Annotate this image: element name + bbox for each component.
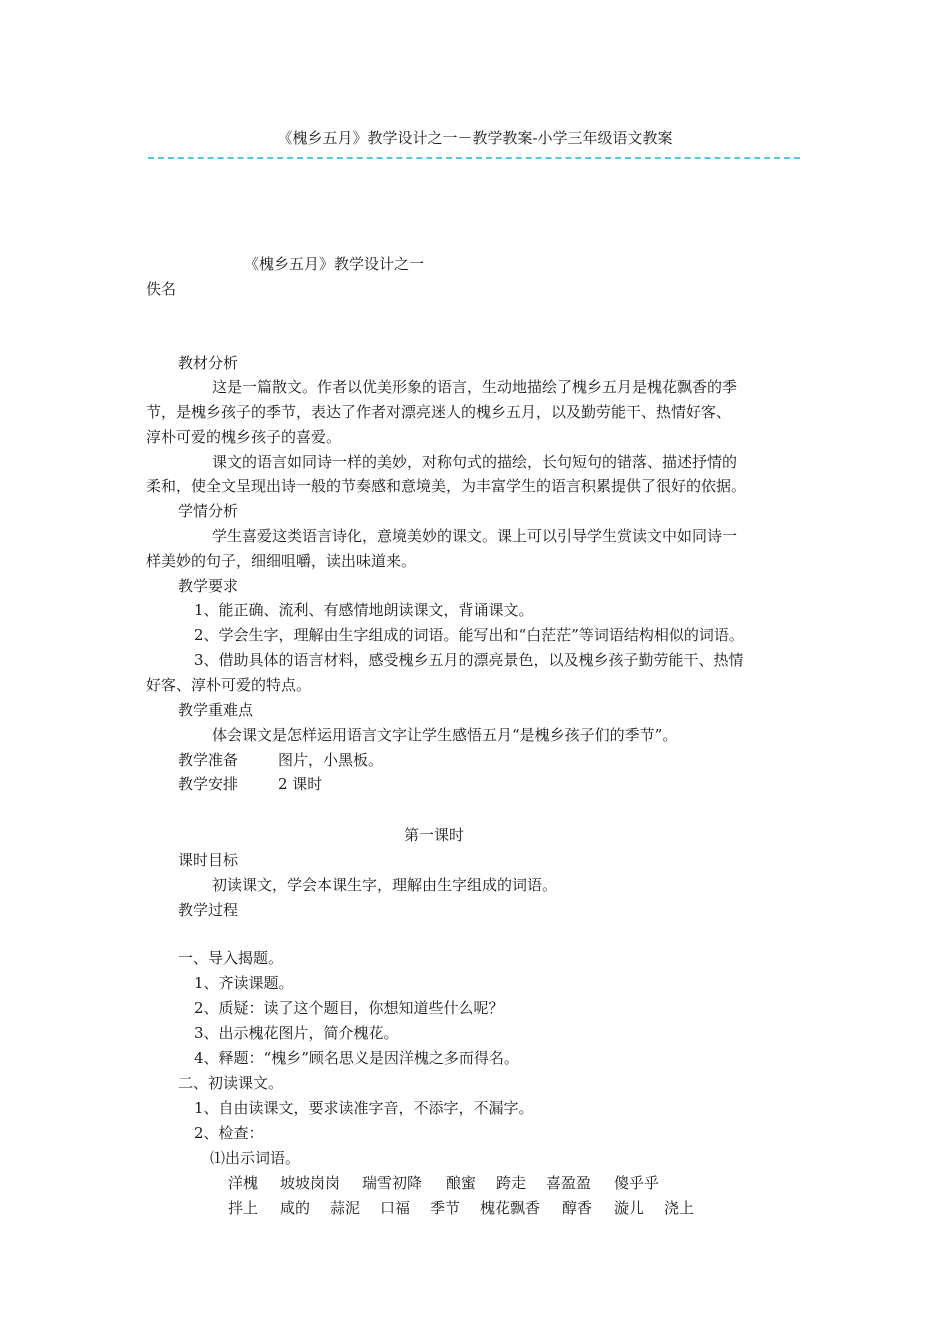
vocab-word: 咸的 — [280, 1199, 311, 1217]
paragraph-line: 淳朴可爱的槐乡孩子的喜爱。 — [146, 428, 342, 446]
paragraph-line: 这是一篇散文。作者以优美形象的语言，生动地描绘了槐乡五月是槐花飘香的季 — [212, 378, 738, 396]
vocab-word: 坡坡岗岗 — [280, 1174, 341, 1192]
arrangement-label: 教学安排 — [178, 775, 239, 793]
step-item: 1、自由读课文，要求读准字音，不添字，不漏字。 — [194, 1099, 534, 1117]
vocab-word: 拌上 — [228, 1199, 259, 1217]
vocab-word: 喜盈盈 — [546, 1174, 592, 1192]
section-heading-students: 学情分析 — [178, 502, 239, 520]
paragraph-line: 学生喜爱这类语言诗化，意境美妙的课文。课上可以引导学生赏读文中如同诗一 — [212, 527, 738, 545]
step-heading: 一、导入揭题。 — [178, 949, 284, 967]
paragraph-line: 柔和，使全文呈现出诗一般的节奏感和意境美，为丰富学生的语言积累提供了很好的依据。 — [146, 477, 747, 495]
step-heading: 二、初读课文。 — [178, 1074, 284, 1092]
section-heading-goals: 课时目标 — [178, 851, 239, 869]
vocab-word: 跨走 — [496, 1174, 527, 1192]
section-heading-keypoints: 教学重难点 — [178, 701, 254, 719]
paragraph-line: 初读课文，学会本课生字，理解由生字组成的词语。 — [212, 876, 558, 894]
requirement-item-cont: 好客、淳朴可爱的特点。 — [146, 676, 312, 694]
section-heading-material: 教材分析 — [178, 354, 239, 372]
step-item: 4、释题：“槐乡”顾名思义是因洋槐之多而得名。 — [194, 1049, 519, 1067]
header-rule — [148, 157, 800, 159]
arrangement-value: 2 课时 — [278, 775, 323, 793]
vocab-word: 蒜泥 — [330, 1199, 361, 1217]
lesson-title: 第一课时 — [404, 826, 465, 844]
vocab-word: 醇香 — [562, 1199, 593, 1217]
section-heading-process: 教学过程 — [178, 901, 239, 919]
vocab-word: 傻乎乎 — [614, 1174, 660, 1192]
requirement-item: 1、能正确、流利、有感情地朗读课文，背诵课文。 — [194, 601, 534, 619]
step-item: 2、检查： — [194, 1124, 264, 1142]
doc-title: 《槐乡五月》教学设计之一 — [244, 255, 425, 273]
vocab-word: 口福 — [380, 1199, 411, 1217]
author: 佚名 — [146, 280, 177, 298]
vocab-word: 槐花飘香 — [480, 1199, 541, 1217]
step-item: 1、齐读课题。 — [194, 974, 294, 992]
vocab-word: 酿蜜 — [446, 1174, 477, 1192]
paragraph-line: 节，是槐乡孩子的季节，表达了作者对漂亮迷人的槐乡五月，以及勤劳能干、热情好客、 — [146, 403, 732, 421]
header-title: 《槐乡五月》教学设计之一－教学教案-小学三年级语文教案 — [277, 129, 673, 147]
prep-label: 教学准备 — [178, 751, 239, 769]
paragraph-line: 课文的语言如同诗一样的美妙，对称句式的描绘，长句短句的错落、描述抒情的 — [212, 453, 738, 471]
vocab-word: 洋槐 — [228, 1174, 259, 1192]
step-item: 2、质疑：读了这个题目，你想知道些什么呢？ — [194, 999, 504, 1017]
requirement-item: 2、学会生字，理解由生字组成的词语。能写出和“白茫茫”等词语结构相似的词语。 — [194, 626, 744, 644]
vocab-word: 季节 — [430, 1199, 461, 1217]
prep-value: 图片，小黑板。 — [278, 751, 384, 769]
vocab-word: 浇上 — [664, 1199, 695, 1217]
vocab-word: 漩儿 — [614, 1199, 645, 1217]
step-item: 3、出示槐花图片，简介槐花。 — [194, 1024, 399, 1042]
vocab-word: 瑞雪初降 — [362, 1174, 423, 1192]
requirement-item: 3、借助具体的语言材料，感受槐乡五月的漂亮景色，以及槐乡孩子勤劳能干、热情 — [194, 651, 744, 669]
step-subitem: ⑴出示词语。 — [210, 1149, 301, 1167]
paragraph-line: 样美妙的句子，细细咀嚼，读出味道来。 — [146, 552, 417, 570]
section-heading-requirements: 教学要求 — [178, 577, 239, 595]
paragraph-line: 体会课文是怎样运用语言文字让学生感悟五月“是槐乡孩子们的季节”。 — [212, 726, 678, 744]
